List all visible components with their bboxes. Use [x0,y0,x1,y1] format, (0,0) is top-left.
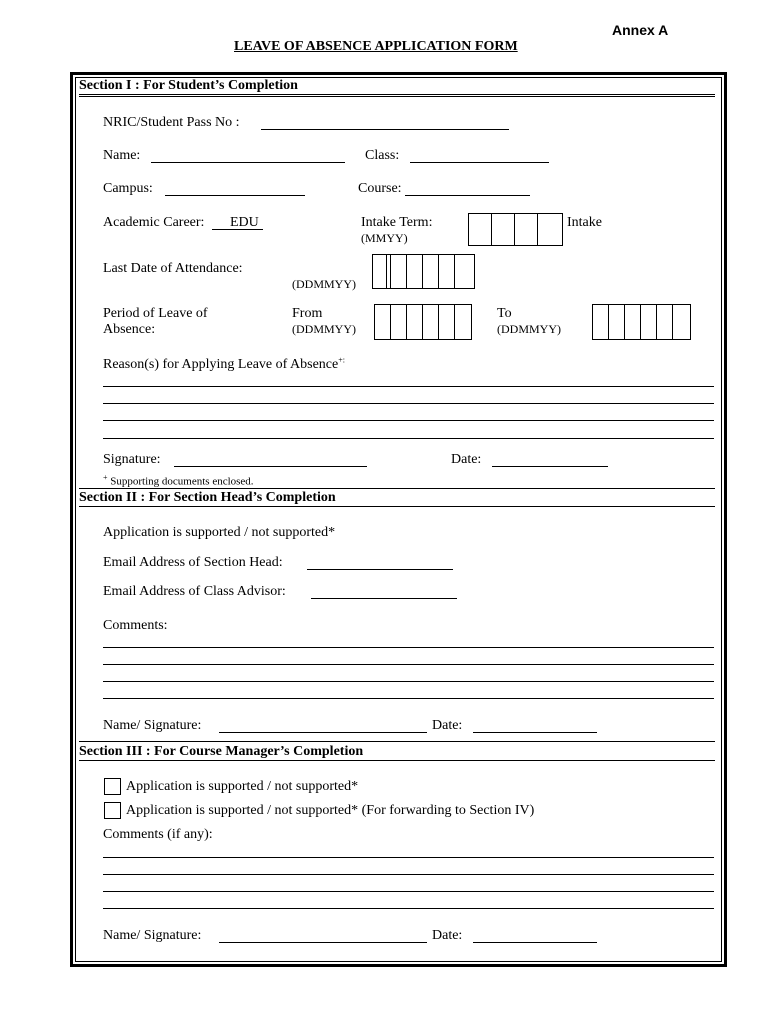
course-field[interactable] [405,195,530,196]
section-3-name-signature-field[interactable] [219,942,427,943]
section-3-top-rule [79,741,715,742]
reason-mark: +: [338,355,345,365]
comment-line[interactable] [103,891,714,892]
section-2-rule [79,506,715,507]
from-label: From [292,306,323,321]
section-2-supported: Application is supported / not supported* [103,525,336,540]
comment-line[interactable] [103,647,714,648]
name-field[interactable] [151,162,345,163]
from-date-boxes[interactable] [374,304,472,340]
section-3-name-signature-label: Name/ Signature: [103,928,202,943]
comment-line[interactable] [103,908,714,909]
section-2-comments-label: Comments: [103,618,168,633]
intake-term-label: Intake Term: [361,215,433,230]
nric-field[interactable] [261,129,509,130]
section-2-name-signature-field[interactable] [219,732,427,733]
campus-label: Campus: [103,181,153,196]
comment-line[interactable] [103,681,714,682]
section-3-comments-label: Comments (if any): [103,827,213,842]
email-section-head-label: Email Address of Section Head: [103,555,283,570]
from-format: (DDMMYY) [292,322,356,336]
email-class-advisor-field[interactable] [311,598,457,599]
intake-term-boxes[interactable] [468,213,563,246]
comment-line[interactable] [103,874,714,875]
section-1-rule [79,94,715,95]
intake-term-format: (MMYY) [361,231,408,245]
date-field[interactable] [492,466,608,467]
section-2-date-field[interactable] [473,732,597,733]
section-2-date-label: Date: [432,718,463,733]
email-class-advisor-label: Email Address of Class Advisor: [103,584,286,599]
option-2-checkbox[interactable] [104,802,121,819]
option-2-label: Application is supported / not supported* (For forwarding to Section IV) [126,803,535,818]
comment-line[interactable] [103,698,714,699]
section-2-name-signature-label: Name/ Signature: [103,718,202,733]
section-3-date-label: Date: [432,928,463,943]
last-date-format: (DDMMYY) [292,277,356,291]
reason-line[interactable] [103,420,714,421]
annex-label: Annex A [612,22,669,38]
class-label: Class: [365,148,400,163]
signature-field[interactable] [174,466,367,467]
option-1-checkbox[interactable] [104,778,121,795]
last-date-label: Last Date of Attendance: [103,261,243,276]
reason-line[interactable] [103,438,714,439]
date-label: Date: [451,452,482,467]
campus-field[interactable] [165,195,305,196]
course-label: Course: [358,181,402,196]
period-label: Period of Leave of [103,306,208,321]
section-3-rule [79,760,715,761]
section-3-date-field[interactable] [473,942,597,943]
class-field[interactable] [410,162,549,163]
email-section-head-field[interactable] [307,569,453,570]
last-date-boxes[interactable] [372,254,475,289]
option-1-label: Application is supported / not supported* [126,779,359,794]
intake-label: Intake [567,215,602,230]
section-1-heading: Section I : For Student’s Completion [79,78,298,93]
section-3-heading: Section III : For Course Manager’s Completion [79,744,364,759]
to-format: (DDMMYY) [497,322,561,336]
footnote: + Supporting documents enclosed. [103,473,254,488]
reason-line[interactable] [103,386,714,387]
academic-career-value[interactable]: EDU [230,215,259,230]
reason-line[interactable] [103,403,714,404]
signature-label: Signature: [103,452,161,467]
nric-label: NRIC/Student Pass No : [103,115,240,130]
section-2-top-rule [79,488,715,489]
academic-career-label: Academic Career: [103,215,205,230]
to-date-boxes[interactable] [592,304,691,340]
section-2-heading: Section II : For Section Head’s Completion [79,490,336,505]
comment-line[interactable] [103,857,714,858]
form-title: LEAVE OF ABSENCE APPLICATION FORM [234,39,518,54]
comment-line[interactable] [103,664,714,665]
reason-label: Reason(s) for Applying Leave of Absence+: [103,355,345,372]
to-label: To [497,306,512,321]
name-label: Name: [103,148,141,163]
